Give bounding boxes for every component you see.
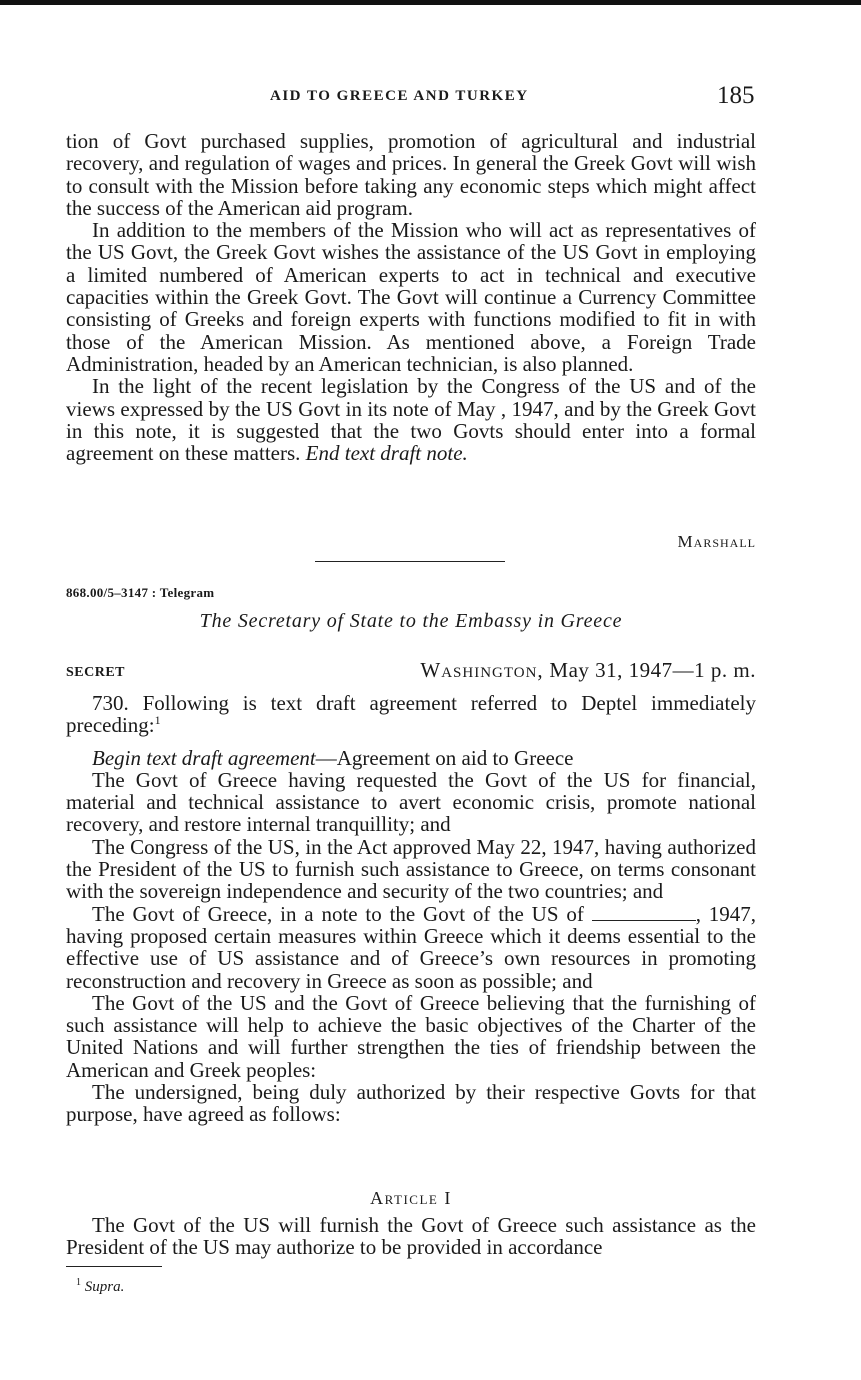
date-blank	[592, 906, 696, 921]
classification-label: SECRET	[66, 665, 126, 680]
footnote-rule	[66, 1266, 162, 1267]
running-title: AID TO GREECE AND TURKEY	[270, 88, 529, 104]
closing-paragraph-text: In the light of the recent legislation by the Congress of the US and of the views expressed by the US Govt in its note of May , 1947, and by the Greek Govt in this note, it is suggested that the two Govts should enter into a formal agreement on these matters.	[66, 374, 756, 466]
continued-text-block	[66, 130, 756, 464]
footnote-marker: 1	[76, 1277, 81, 1288]
dateline-place: Washington,	[420, 658, 544, 682]
recital-congress: The Congress of the US, in the Act approved May 22, 1947, having authorized the President of the US to furnish such assistance to Greece, on terms consonant with the sovereign independence and security of the two countries; and	[66, 834, 756, 904]
dateline-date: May 31, 1947—1 p. m.	[549, 658, 756, 682]
begin-agreement-line	[66, 747, 756, 769]
recital-note-start: The Govt of Greece, in a note to the Govt of the US of	[92, 901, 584, 926]
footnote-text: Supra.	[84, 1279, 125, 1295]
page-top-border	[0, 0, 861, 5]
recital-undersigned: The undersigned, being duly authorized by their respective Govts for that purpose, have agreed as follows:	[66, 1080, 756, 1127]
page-number: 185	[717, 82, 755, 109]
agreement-text-block	[66, 692, 756, 1126]
continued-paragraph: tion of Govt purchased supplies, promotion of agricultural and industrial recovery, and regulation of wages and prices. In general the Greek Govt will wish to consult with the Mission before taking any economic steps which might affect the success of the American aid program.	[66, 129, 756, 220]
closing-paragraph	[66, 375, 756, 464]
footnote	[76, 1277, 124, 1296]
document-title: The Secretary of State to the Embassy in Greece	[199, 610, 623, 632]
dateline	[420, 658, 756, 683]
mission-paragraph: In addition to the members of the Mission who will act as representatives of the US Govt, the Greek Govt wishes the assistance of the US Govt in employing a limited numbered of American experts to act in technical and executive capacities within the Greek Govt. The Govt will continue a Currency Committee consisting of Greeks and foreign experts with functions modified to fit in with those of the American Mission. As mentioned above, a Foreign Trade Administration, headed by an American technician, is also planned.	[66, 218, 756, 376]
opening-text: 730. Following is text draft agreement referred to Deptel immediately preceding:	[66, 691, 756, 738]
recital-belief: The Govt of the US and the Govt of Greece believing that the furnishing of such assistance will help to achieve the basic objectives of the Charter of the United Nations and will further strengthen the ties of friendship between the American and Greek peoples:	[66, 990, 756, 1082]
opening-paragraph	[66, 692, 756, 737]
recital-note	[66, 903, 756, 992]
end-text-note: End text draft note.	[305, 441, 468, 466]
footnote-ref: 1	[154, 713, 161, 728]
file-number: 868.00/5–3147 : Telegram	[66, 585, 215, 600]
begin-agreement-italic: Begin text draft agreement	[92, 745, 316, 770]
article-one-text: The Govt of the US will furnish the Govt of Greece such assistance as the President of the US may authorize to be provided in accordance	[66, 1213, 756, 1260]
article-heading: Article I	[370, 1188, 452, 1208]
begin-agreement-title: —Agreement on aid to Greece	[315, 745, 574, 770]
recital-note-rest: , 1947, having proposed certain measures within Greece which it deems essential to the effective use of US assistance and of Greece’s own resources in promoting reconstruction and recovery in Greece as soon as possible; and	[66, 901, 757, 993]
section-divider	[315, 561, 505, 562]
recital-request: The Govt of Greece having requested the Govt of the US for financial, material and technical assistance to avert economic crisis, promote national recovery, and restore internal tranquillity; and	[66, 767, 756, 837]
article-text-block	[66, 1214, 756, 1259]
signature: Marshall	[677, 532, 756, 551]
